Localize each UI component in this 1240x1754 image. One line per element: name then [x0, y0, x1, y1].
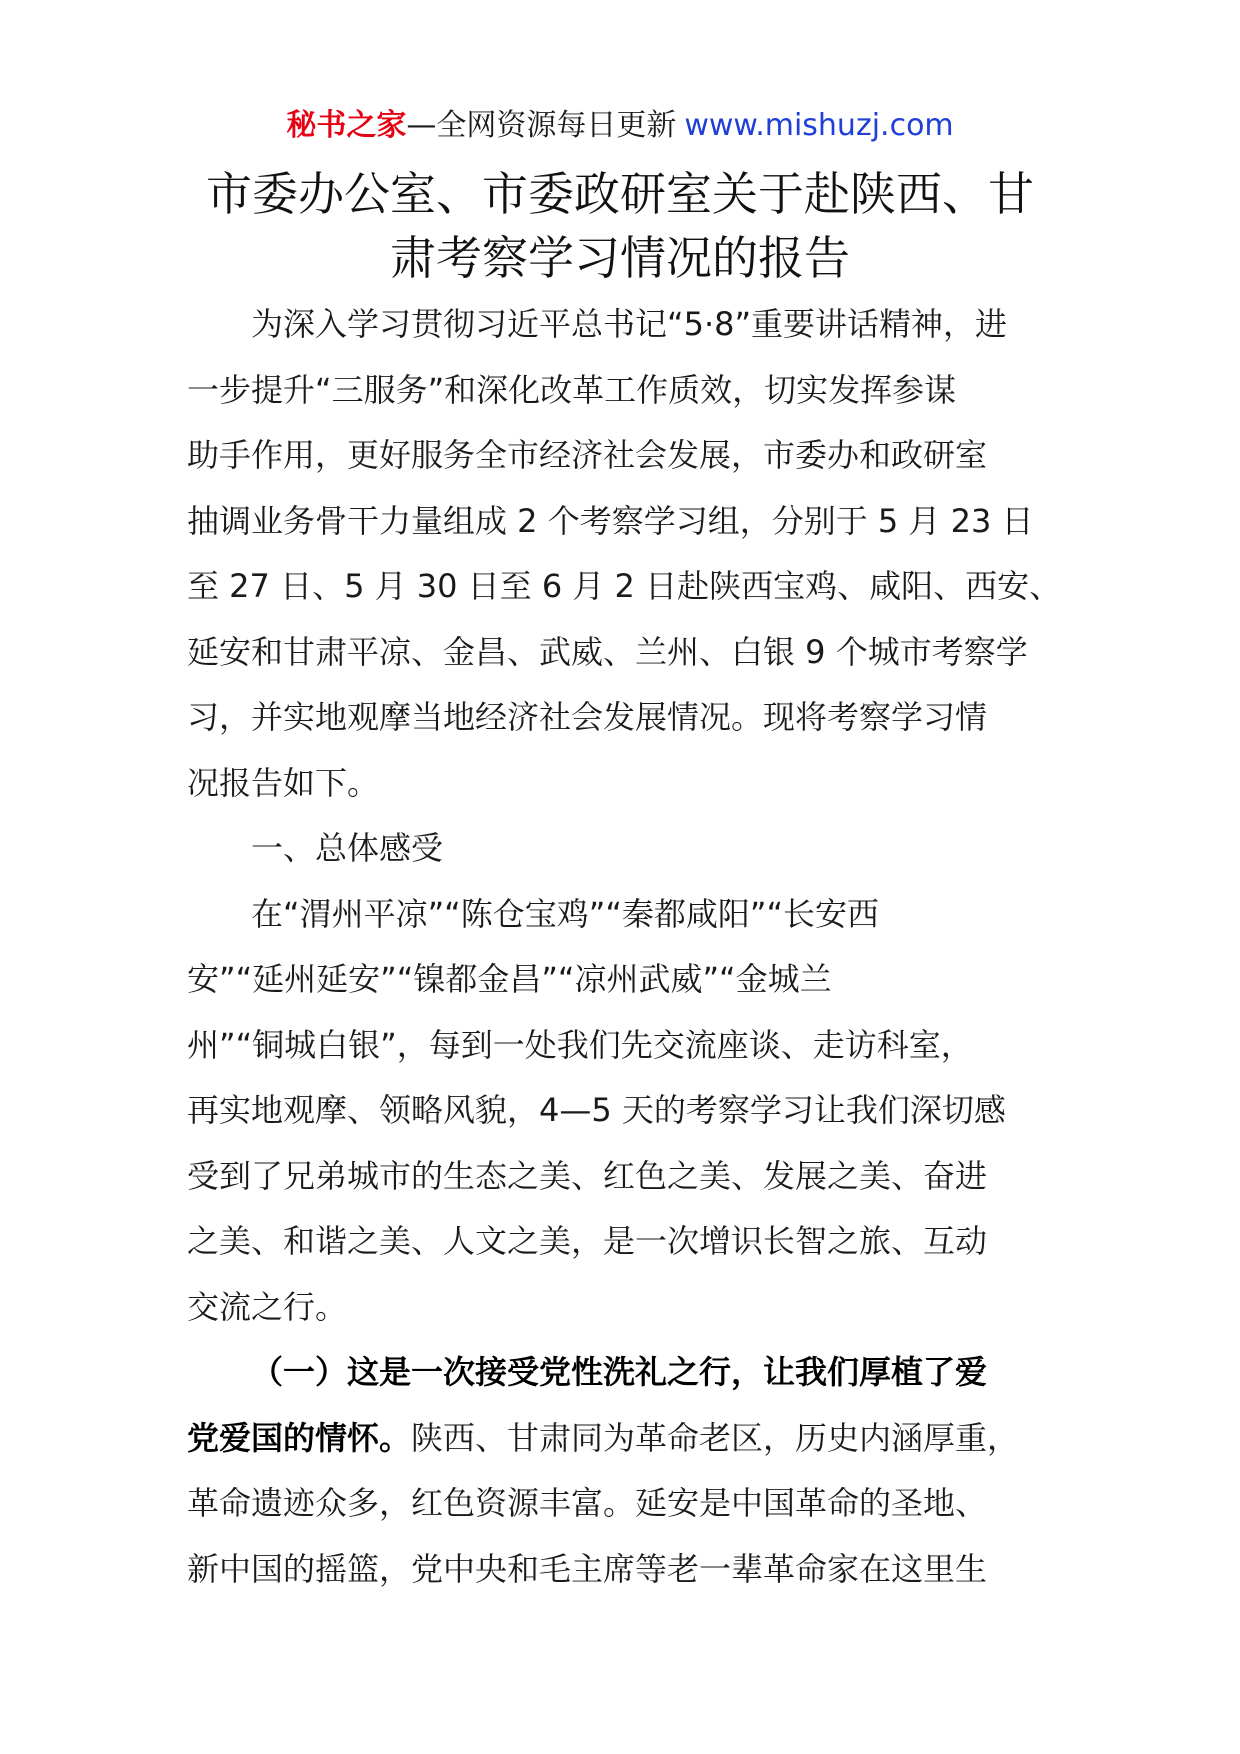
title-line-1: 市委办公室、市委政研室关于赴陕西、甘	[206, 167, 1034, 221]
site-url-link[interactable]: www.mishuzj.com	[684, 108, 954, 143]
body-line: 之美、和谐之美、人文之美，是一次增识长智之旅、互动	[187, 1222, 988, 1260]
brand-name: 秘书之家	[286, 108, 407, 143]
site-header	[0, 104, 1240, 148]
body-line-mixed	[187, 1406, 1057, 1472]
body-line: 安”“延州延安”“镍都金昌”“凉州武威”“金城兰	[187, 960, 832, 998]
body-line: 革命遗迹众多，红色资源丰富。延安是中国革命的圣地、	[187, 1484, 988, 1522]
subsection-heading-continued: 党爱国的情怀。	[187, 1418, 412, 1457]
body-line: 为深入学习贯彻习近平总书记“5·8”重要讲话精神，进	[251, 305, 1008, 343]
body-line: 一步提升“三服务”和深化改革工作质效，切实发挥参谋	[187, 370, 957, 409]
body-line-rest: 陕西、甘肃同为革命老区，历史内涵厚重，	[411, 1418, 1020, 1457]
body-line: 州”“铜城白银”，每到一处我们先交流座谈、走访科室，	[187, 1025, 973, 1064]
title-line-2: 肃考察学习情况的报告	[390, 231, 850, 285]
body-line: 再实地观摩、领略风貌，4—5 天的考察学习让我们深切感	[187, 1091, 1006, 1129]
document-body	[187, 292, 1062, 1602]
body-line: 在“渭州平凉”“陈仓宝鸡”“秦都咸阳”“长安西	[251, 894, 880, 933]
document-title	[150, 162, 1090, 290]
body-line: 新中国的摇篮，党中央和毛主席等老一辈革命家在这里生	[187, 1549, 988, 1588]
section-heading: 一、总体感受	[251, 829, 444, 867]
body-line: 至 27 日、5 月 30 日至 6 月 2 日赴陕西宝鸡、咸阳、西安、	[187, 567, 1062, 605]
body-line: 抽调业务骨干力量组成 2 个考察学习组，分别于 5 月 23 日	[187, 501, 1034, 540]
body-line: 习，并实地观摩当地经济社会发展情况。现将考察学习情	[187, 698, 988, 736]
body-line: 助手作用，更好服务全市经济社会发展，市委办和政研室	[187, 436, 988, 474]
body-line: 况报告如下。	[187, 763, 380, 802]
body-line: 延安和甘肃平凉、金昌、武威、兰州、白银 9 个城市考察学	[187, 632, 1028, 671]
subsection-heading: （一）这是一次接受党性洗礼之行，让我们厚植了爱	[251, 1353, 988, 1391]
header-slogan: —全网资源每日更新	[406, 108, 677, 143]
body-line: 交流之行。	[187, 1287, 348, 1326]
body-line: 受到了兄弟城市的生态之美、红色之美、发展之美、奋进	[187, 1156, 988, 1195]
